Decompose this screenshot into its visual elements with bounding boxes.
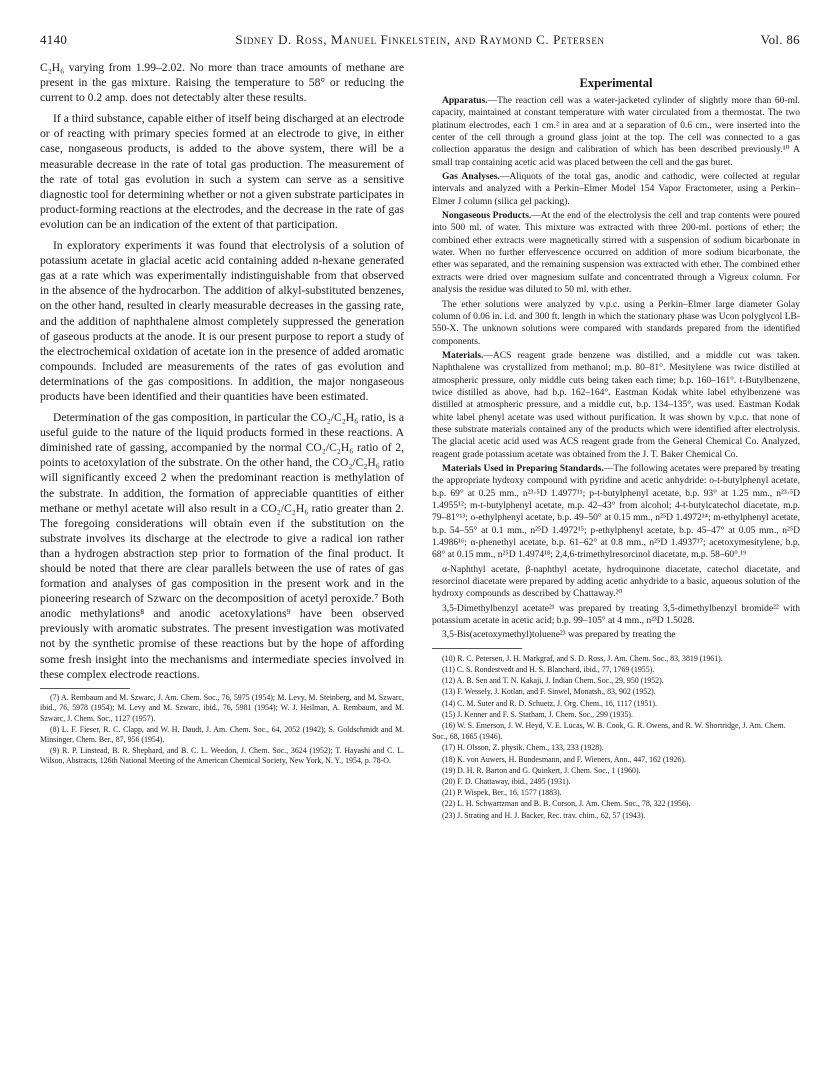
footnote: (7) A. Rembaum and M. Szwarc, J. Am. Chem. Soc., 76, 5975 (1954); M. Levy, M. Steinberg, and M. Szwarc, ibid., 76, 5978 (1954); M. Levy and M. Szwarc, ibid., 76, 5981 (1954); W. J. Heilman, A. Rembaum, and M. Szwarc, J. Chem. Soc., 1127 (1957). — [40, 692, 404, 723]
paragraph-text: 3,5-Dimethylbenzyl acetate²¹ was prepared by treating 3,5-dimethylbenzyl bromide²² with potassium acetate in acetic acid; b.p. 99–105° at 4 mm., n²³D 1.5028. — [432, 603, 800, 627]
paragraph-text: α-Naphthyl acetate, β-naphthyl acetate, hydroquinone diacetate, catechol diacetate, and resorcinol diacetate were prepared by adding acetic anhydride to a basic, aqueous solution of the hydroxy compounds as described by Chattaway.²⁰ — [432, 564, 800, 600]
footnote: (16) W. S. Emerson, J. W. Heyd, V. E. Lucas, W. B. Cook, G. R. Owens, and R. W. Shortridge, J. Am. Chem. Soc., 68, 1665 (1946). — [432, 721, 786, 742]
experimental-paragraph — [432, 210, 800, 296]
footnote: (14) C. M. Suter and R. D. Schuetz, J. Org. Chem., 16, 1117 (1951). — [442, 698, 657, 708]
footnote: (12) A. B. Sen and T. N. Kakaji, J. Indian Chem. Soc., 29, 950 (1952). — [442, 676, 664, 686]
paragraph-text: —ACS reagent grade benzene was distilled, and a middle cut was taken. Naphthalene was crystallized from methanol; m.p. 80–81°. Mesitylene was twice distilled at atmospheric pressure, only middle cuts being taken each time; b.p. 160–161°. t-Butylbenzene, twice distilled as above, had b.p. 162–164°. Eastman Kodak white label ethylbenzene was distilled at atmospheric pressure, and a middle cut, b.p. 134–135°, was used. Eastman Kodak white label phenyl acetate was used without purification. It was shown by v.p.c. that none of these substrate materials contained any of the products which were identified after electrolysis. The glacial acetic acid used was ACS reagent grade from the General Chemical Co. Analyzed, reagent grade potassium acetate was obtained from the J. T. Baker Chemical Co. — [432, 350, 800, 460]
footnote: (13) F. Wessely, J. Kotlan, and F. Sinwel, Monatsh., 83, 902 (1952). — [442, 687, 656, 697]
footnote: (15) J. Kenner and F. S. Statham, J. Chem. Soc., 299 (1935). — [442, 709, 633, 719]
footnote-rule — [40, 688, 130, 689]
run-in-heading: Apparatus. — [442, 96, 488, 106]
body-paragraph: If a third substance, capable either of itself being discharged at an electrode or of reacting with primary species formed at an electrode to give, in either case, nongaseous products, is added to the above system, there will be a measurable decrease in the rate of total gas production. The measurement of the rate of total gas evolution in such a system can serve as a sensitive diagnostic tool for determining whether or not a given substrate participates in product-forming reactions at the electrodes, and the decrease in the rate of gas evolution can be an indication of the extent of that participation. — [40, 112, 404, 231]
run-in-heading: Nongaseous Products. — [442, 211, 532, 222]
footnote: (22) L. H. Schwartzman and B. B. Corson, J. Am. Chem. Soc., 78, 322 (1956). — [442, 799, 691, 809]
experimental-paragraph — [432, 564, 800, 601]
paragraph-text: —At the end of the electrolysis the cell and trap contents were poured into 500 ml. of water. This mixture was extracted with three 200-ml. portions of ether; the combined ether extracts were magnetically stirred with a suspension of sodium bicarbonate in water. When no further effervescence occurred on addition of more sodium bicarbonate, the ether was separated, and the remaining suspension was extracted with ether. The combined ether extracts were dried over magnesium sulfate and concentrated through a Vigreux column. For analysis the residue was diluted to 50 ml. with ether. — [432, 211, 800, 296]
footnote: (21) P. Wispek, Ber., 16, 1577 (1883). — [442, 788, 562, 798]
run-in-heading: Gas Analyses. — [442, 172, 500, 183]
experimental-paragraph — [432, 171, 800, 208]
paragraph-text: The ether solutions were analyzed by v.p.c. using a Perkin–Elmer large diameter Golay column of 0.06 in. i.d. and 300 ft. length in which the stationary phase was Ucon polyglycol LB-550-X. The unknown solutions were compared with standards prepared from the identified components. — [432, 299, 800, 347]
footnote: (10) R. C. Petersen, J. H. Markgraf, and S. D. Ross, J. Am. Chem. Soc., 83, 3819 (1961). — [442, 653, 723, 663]
right-column — [432, 60, 800, 821]
paragraph-text: —The following acetates were prepared by treating the appropriate hydroxy compound with pyridine and acetic anhydride: o-t-butylphenyl acetate, b.p. 69° at 0.25 mm., n²³·⁵D 1.4977¹¹; p-t-butylphenyl acetate, b.p. 93° at 1.25 mm., n²³·⁵D 1.4955¹²; m-t-butylphenyl acetate, m.p. 42–43° from alcohol; 4-t-butylcatechol diacetate, m.p. 79–81°¹³; o-ethylphenyl acetate, b.p. 49–50° at 0.15 mm., n²⁵D 1.4972¹⁴; m-ethylphenyl acetate, b.p. 54–55° at 0.1 mm., n²⁵D 1.4972¹⁵; p-ethylphenyl acetate, b.p. 45–47° at 0.05 mm., n²⁵D 1.4986¹⁶; α-phenethyl acetate, b.p. 61–62° at 0.8 mm., n²⁵D 1.4937¹⁷; acetoxymesitylene, b.p. 68° at 0.15 mm., n²⁵D 1.4974¹⁸; 2,4,6-trimethylresorcinol diacetate, m.p. 58–60°.¹⁹ — [432, 463, 800, 561]
footnote: (18) K. von Auwers, H. Bundesmann, and F. Wieners, Ann., 447, 162 (1926). — [442, 754, 686, 764]
footnote: (17) H. Olsson, Z. physik. Chem., 133, 233 (1928). — [442, 743, 604, 753]
body-paragraph: In exploratory experiments it was found that electrolysis of a solution of potassium acetate in glacial acetic acid containing added n-hexane generated gas at a rate which was experimentally indistinguishable from that observed in the absence of the hydrocarbon. The addition of alkyl-substituted benzenes, on the other hand, resulted in clearly measurable decreases in the gassing rate, and the addition of naphthalene almost completely suppressed the generation of gaseous products at the anode. It is our present purpose to report a study of the electrochemical oxidation of acetate ion in the presence of added aromatic compounds. Included are measurements of the rates of gas evolution and determinations of the gas compositions. In addition, the major nongaseous products have been identified and their quantities have been estimated. — [40, 239, 404, 403]
footnote: (9) R. P. Linstead, B. R. Shephard, and B. C. L. Weedon, J. Chem. Soc., 3624 (1952); T. Hayashi and C. L. Wilson, Abstracts, 126th National Meeting of the American Chemical Society, New York, N. Y., 1954, p. 78-O. — [40, 745, 404, 766]
volume-label: Vol. 86 — [760, 32, 800, 47]
run-in-heading: Materials Used in Preparing Standards. — [442, 463, 604, 474]
footnote: (20) F. D. Chattaway, ibid., 2495 (1931). — [442, 777, 571, 787]
footnote-rule — [432, 648, 522, 649]
section-heading: Experimental — [579, 76, 653, 90]
body-paragraph: Determination of the gas composition, in particular the CO₂/C₂H₆ ratio, is a useful guide to the nature of the liquid products formed in these reactions. A diminished rate of gassing, accompanied by the normal CO₂/C₂H₆ ratio of 2, points to acetoxylation of the substrate. On the other hand, the CO₂/C₂H₆ ratio will significantly exceed 2 when the predominant reaction is methylation of the substrate. In addition, the formation of appreciable quantities of either methane or methyl acetate will also result in a CO₂/C₂H₆ ratio greater than 2. The foregoing considerations will obtain even if the substitution on the substrate involves its discharge at the electrode to give a radical ion rather than a hydrogen abstraction step prior to formation of the final product. It should be noted that there are clear parallels between the use of rates of gas formation and analyses of gas composition in the present work and in the pioneering research of Szwarc on the decomposition of acetyl peroxide.⁷ Both anodic methylations⁸ and anodic acetoxylations⁹ have been observed previously with aromatic substrates. The present investigation was motivated not by the synthetic promise of these reactions but by the hope of affording some fresh insight into the mechanisms and intermediate species involved in these complex electrode reactions. — [40, 411, 404, 681]
paragraph-text: 3,5-Bis(acetoxymethyl)toluene²³ was prepared by treating the — [442, 630, 676, 641]
footnote: (19) D. H. R. Barton and G. Quinkert, J. Chem. Soc., 1 (1960). — [442, 765, 641, 775]
experimental-paragraph — [432, 350, 800, 461]
running-head-authors: Sidney D. Ross, Manuel Finkelstein, and Raymond C. Petersen — [235, 32, 605, 47]
footnote: (23) J. Strating and H. J. Backer, Rec. trav. chim., 62, 57 (1943). — [442, 810, 646, 820]
page-number: 4140 — [40, 32, 68, 47]
paragraph-text: —Aliquots of the total gas, anodic and cathodic, were collected at regular intervals and analyzed with a Perkin–Elmer Model 154 Vapor Fractometer, using a Perkin–Elmer J column (silica gel packing). — [432, 172, 800, 207]
experimental-paragraph — [432, 629, 800, 641]
running-header — [40, 32, 800, 52]
experimental-paragraph — [432, 463, 800, 562]
paragraph-text: —The reaction cell was a water-jacketed cylinder of slightly more than 60-ml. capacity, maintained at constant temperature with water circulated from a thermostat. The two platinum electrodes, each 1 cm.² in area and at a separation of 0.6 cm., were inserted into the center of the cell through a ground glass joint at the top. The cell was connected to a gas collection apparatus the design and calibration of which has been described previously.¹⁰ A small trap containing acetic acid was placed between the cell and the gas buret. — [432, 96, 800, 168]
body-paragraph: C₂H₆ varying from 1.99–2.02. No more than trace amounts of methane are present in the gas mixture. Raising the temperature to 58° or reducing the current to 0.2 amp. does not detectably alter these results. — [40, 61, 404, 105]
experimental-paragraph — [432, 95, 800, 169]
footnote: (8) L. F. Fieser, R. C. Clapp, and W. H. Daudt, J. Am. Chem. Soc., 64, 2052 (1942); S. Goldschmidt and M. Minsinger, Chem. Ber., 87, 956 (1954). — [40, 724, 404, 745]
run-in-heading: Materials. — [442, 350, 484, 361]
experimental-paragraph — [432, 299, 800, 348]
left-column — [40, 60, 404, 767]
footnote: (11) C. S. Rondestvedt and H. S. Blanchard, ibid., 77, 1769 (1955). — [442, 664, 655, 674]
experimental-paragraph — [432, 603, 800, 628]
